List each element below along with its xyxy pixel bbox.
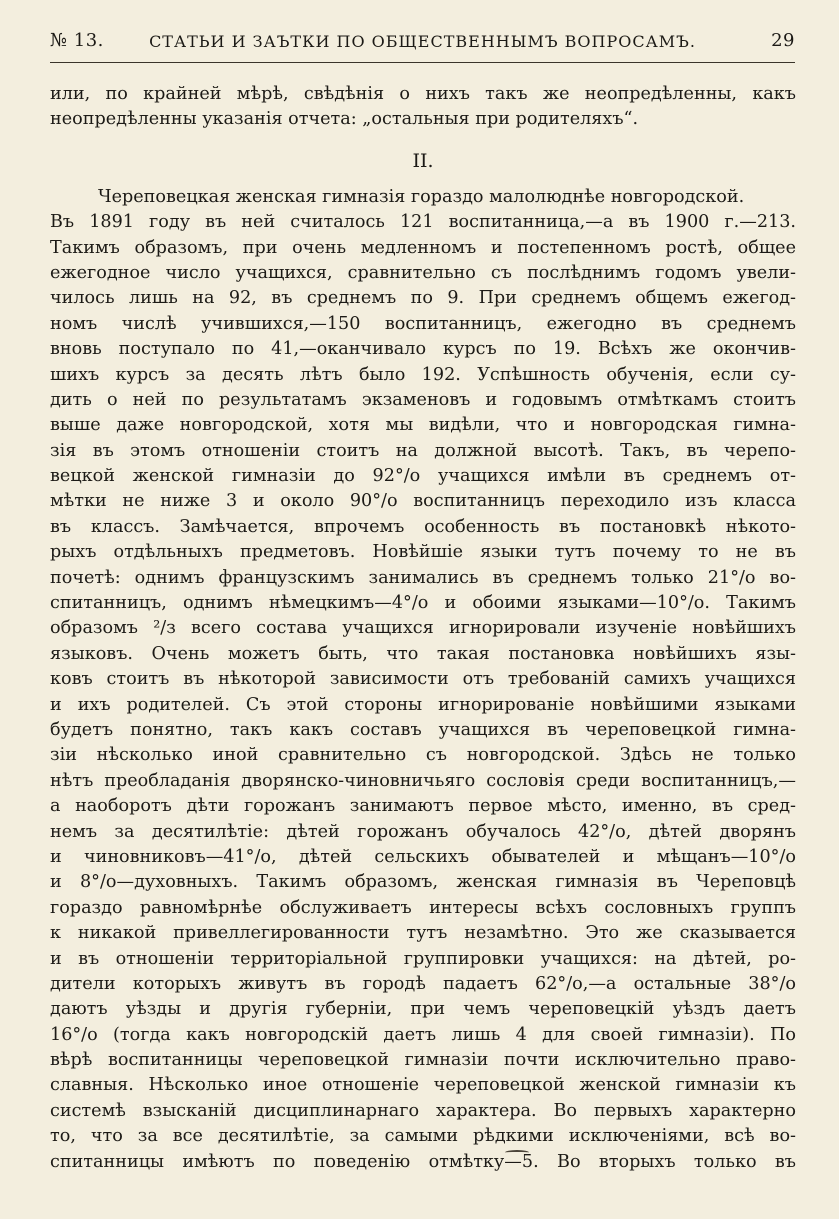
header-rule xyxy=(50,62,795,63)
text-line: въ классъ. Замѣчается, впрочемъ особенность въ постановкѣ нѣкото- xyxy=(50,516,796,537)
text-line: и чиновниковъ—41°/о, дѣтей сельскихъ обывателей и мѣщанъ—10°/о xyxy=(50,846,796,867)
text-line: зія въ этомъ отношеніи стоитъ на должной высотѣ. Такъ, въ черепо- xyxy=(50,440,796,461)
running-header xyxy=(50,30,795,58)
text-line: ковъ стоитъ въ нѣкоторой зависимости отъ требованій самихъ учащихся xyxy=(50,669,796,690)
text-line: даютъ уѣзды и другія губерніи, при чемъ череповецкій уѣздъ даетъ xyxy=(50,999,796,1020)
issue-number: № 13. xyxy=(50,30,104,51)
text-line: славныя. Нѣсколько иное отношеніе череповецкой женской гимназіи къ xyxy=(50,1075,796,1096)
text-line: к никакой привеллегированности тутъ незамѣтно. Это же сказывается xyxy=(50,923,796,944)
text-line: почетѣ: однимъ французскимъ занимались въ среднемъ только 21°/о во- xyxy=(50,567,796,588)
text-body xyxy=(50,82,796,1175)
text-line: языковъ. Очень можетъ быть, что такая постановка новѣйшихъ язы- xyxy=(50,643,796,664)
text-line: чилось лишь на 92, въ среднемъ по 9. При среднемъ общемъ ежегод- xyxy=(50,288,796,309)
text-line: выше даже новгородской, хотя мы видѣли, что и новгородская гимна- xyxy=(50,415,796,436)
text-line: Такимъ образомъ, при очень медленномъ и постепенномъ ростѣ, общее xyxy=(50,237,796,258)
text-line: вѣрѣ воспитанницы череповецкой гимназіи почти исключительно право- xyxy=(50,1050,796,1071)
text-line: вновь поступало по 41,—оканчивало курсъ по 19. Всѣхъ же окончив- xyxy=(50,339,796,360)
text-line: дить о ней по результатамъ экзаменовъ и годовымъ отмѣткамъ стоитъ xyxy=(50,389,796,410)
text-line: дители которыхъ живутъ въ городѣ падаетъ 62°/о,—а остальные 38°/о xyxy=(50,973,796,994)
text-line: системѣ взысканій дисциплинарнаго характера. Во первыхъ характерно xyxy=(50,1100,796,1121)
text-line: образомъ ²/з всего состава учащихся игнорировали изученіе новѣйшихъ xyxy=(50,618,796,639)
text-line: неопредѣленны указанія отчета: „остальныя при родителяхъ“. xyxy=(50,109,639,130)
text-line: ежегодное число учащихся, сравнительно съ послѣднимъ годомъ увели- xyxy=(50,262,796,283)
text-line: будетъ понятно, такъ какъ составъ учащихся въ череповецкой гимна- xyxy=(50,719,796,740)
text-line: то, что за все десятилѣтіе, за самыми рѣдкими исключеніями, всѣ во- xyxy=(50,1126,796,1147)
text-line: или, по крайней мѣрѣ, свѣдѣнія о нихъ такъ же неопредѣленны, какъ xyxy=(50,84,796,104)
text-line: 16°/о (тогда какъ новгородскій даетъ лишь 4 для своей гимназіи). По xyxy=(50,1024,796,1045)
text-line: спитанницъ, однимъ нѣмецкимъ—4°/о и обоими языками—10°/о. Такимъ xyxy=(50,593,796,614)
print-mark xyxy=(505,1150,529,1155)
text-line: Въ 1891 году въ ней считалось 121 воспитанница,—а въ 1900 г.—213. xyxy=(50,212,796,233)
text-line: гораздо равномѣрнѣе обслуживаетъ интересы всѣхъ сословныхъ группъ xyxy=(50,897,796,918)
text-line: номъ числѣ учившихся,—150 воспитанницъ, ежегодно въ среднемъ xyxy=(50,313,796,334)
text-line: вецкой женской гимназіи до 92°/о учащихся имѣли въ среднемъ от- xyxy=(50,466,796,487)
text-line: Череповецкая женская гимназія гораздо малолюднѣе новгородской. xyxy=(98,186,745,207)
text-line: рыхъ отдѣльныхъ предметовъ. Новѣйшіе языки тутъ почему то не въ xyxy=(50,542,796,563)
text-line: шихъ курсъ за десять лѣтъ было 192. Успѣшность обученія, если су- xyxy=(50,364,796,385)
running-title: СТАТЬИ И ЗАЪТКИ ПО ОБЩЕСТВЕННЫМЪ ВОПРОСАМЪ. xyxy=(149,32,696,51)
paragraph xyxy=(50,185,796,1175)
text-line: и 8°/о—духовныхъ. Такимъ образомъ, женская гимназія въ Череповцѣ xyxy=(50,872,796,893)
text-line: спитанницы имѣютъ по поведенію отмѣтку—5. Во вторыхъ только въ xyxy=(50,1151,796,1172)
text-line: и ихъ родителей. Съ этой стороны игнорированіе новѣйшими языками xyxy=(50,694,796,715)
text-line: мѣтки не ниже 3 и около 90°/о воспитанницъ переходило изъ класса xyxy=(50,491,796,512)
text-line: нѣтъ преобладанія дворянско-чиновничьяго сословія среди воспитанницъ,— xyxy=(50,770,796,791)
text-line: зіи нѣсколько иной сравнительно съ новгородской. Здѣсь не только xyxy=(50,745,796,766)
text-line: и въ отношеніи территоріальной группировки учащихся: на дѣтей, ро- xyxy=(50,948,796,969)
text-line: немъ за десятилѣтіе: дѣтей горожанъ обучалось 42°/о, дѣтей дворянъ xyxy=(50,821,796,842)
section-heading: II. xyxy=(412,149,434,172)
text-line: а наоборотъ дѣти горожанъ занимаютъ первое мѣсто, именно, въ сред- xyxy=(50,796,796,817)
page-number: 29 xyxy=(771,30,795,51)
